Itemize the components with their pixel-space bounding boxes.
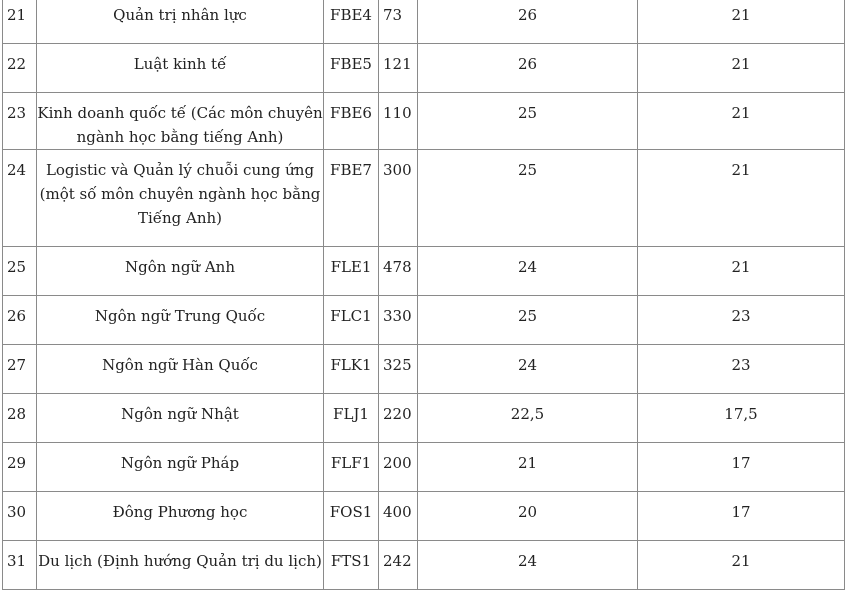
major-code: FLK1 — [324, 345, 379, 394]
major-name: Kinh doanh quốc tế (Các môn chuyên ngành học bằng tiếng Anh) — [37, 93, 324, 150]
major-name: Ngôn ngữ Pháp — [37, 443, 324, 492]
quota: 242 — [379, 541, 418, 590]
major-name: Luật kinh tế — [37, 44, 324, 93]
table-row — [3, 541, 845, 590]
quota: 400 — [379, 492, 418, 541]
score-2: 21 — [638, 93, 845, 150]
score-2: 21 — [638, 150, 845, 247]
major-code: FBE5 — [324, 44, 379, 93]
score-1: 25 — [418, 150, 638, 247]
table-row — [3, 93, 845, 150]
table-row — [3, 296, 845, 345]
score-1: 22,5 — [418, 394, 638, 443]
quota: 73 — [379, 0, 418, 44]
quota: 300 — [379, 150, 418, 247]
major-code: FBE6 — [324, 93, 379, 150]
score-1: 24 — [418, 541, 638, 590]
quota: 478 — [379, 247, 418, 296]
table-row — [3, 345, 845, 394]
major-name: Logistic và Quản lý chuỗi cung ứng (một số môn chuyên ngành học bằng Tiếng Anh) — [37, 150, 324, 247]
score-1: 26 — [418, 0, 638, 44]
major-code: FLJ1 — [324, 394, 379, 443]
score-2: 21 — [638, 541, 845, 590]
score-2: 21 — [638, 0, 845, 44]
major-code: FLF1 — [324, 443, 379, 492]
major-code: FBE4 — [324, 0, 379, 44]
row-number: 21 — [3, 0, 37, 44]
score-2: 23 — [638, 345, 845, 394]
table-row — [3, 443, 845, 492]
major-name: Ngôn ngữ Nhật — [37, 394, 324, 443]
quota: 330 — [379, 296, 418, 345]
major-code: FLE1 — [324, 247, 379, 296]
major-name: Ngôn ngữ Trung Quốc — [37, 296, 324, 345]
row-number: 24 — [3, 150, 37, 247]
table-row — [3, 150, 845, 247]
row-number: 25 — [3, 247, 37, 296]
score-1: 20 — [418, 492, 638, 541]
quota: 121 — [379, 44, 418, 93]
major-code: FLC1 — [324, 296, 379, 345]
score-2: 17 — [638, 492, 845, 541]
table-row — [3, 492, 845, 541]
major-name: Đông Phương học — [37, 492, 324, 541]
score-2: 21 — [638, 247, 845, 296]
row-number: 22 — [3, 44, 37, 93]
score-1: 25 — [418, 296, 638, 345]
row-number: 26 — [3, 296, 37, 345]
admissions-table — [2, 0, 845, 590]
major-name: Quản trị nhân lực — [37, 0, 324, 44]
quota: 200 — [379, 443, 418, 492]
score-2: 17 — [638, 443, 845, 492]
major-code: FOS1 — [324, 492, 379, 541]
score-2: 21 — [638, 44, 845, 93]
major-code: FBE7 — [324, 150, 379, 247]
row-number: 23 — [3, 93, 37, 150]
table-row — [3, 394, 845, 443]
major-name: Ngôn ngữ Anh — [37, 247, 324, 296]
score-1: 26 — [418, 44, 638, 93]
row-number: 27 — [3, 345, 37, 394]
score-2: 23 — [638, 296, 845, 345]
quota: 110 — [379, 93, 418, 150]
row-number: 28 — [3, 394, 37, 443]
score-1: 25 — [418, 93, 638, 150]
major-name: Du lịch (Định hướng Quản trị du lịch) — [37, 541, 324, 590]
major-name: Ngôn ngữ Hàn Quốc — [37, 345, 324, 394]
quota: 325 — [379, 345, 418, 394]
row-number: 29 — [3, 443, 37, 492]
row-number: 31 — [3, 541, 37, 590]
table-row — [3, 0, 845, 44]
table-row — [3, 247, 845, 296]
row-number: 30 — [3, 492, 37, 541]
score-1: 24 — [418, 345, 638, 394]
score-1: 21 — [418, 443, 638, 492]
quota: 220 — [379, 394, 418, 443]
score-1: 24 — [418, 247, 638, 296]
major-code: FTS1 — [324, 541, 379, 590]
score-2: 17,5 — [638, 394, 845, 443]
table-row — [3, 44, 845, 93]
